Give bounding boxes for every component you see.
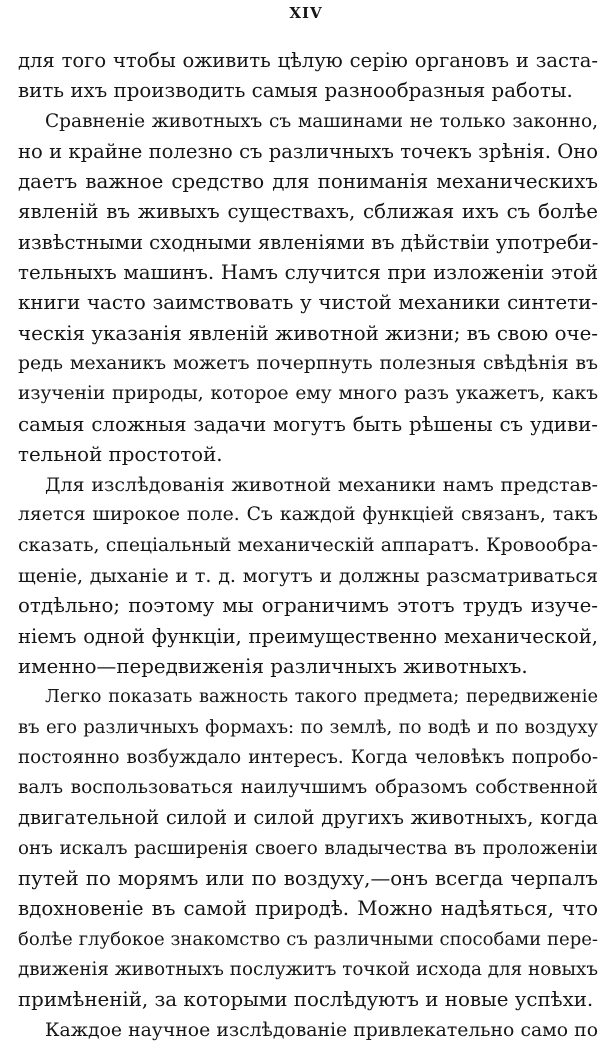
body-text [18,46,598,1046]
text-line: вить ихъ производить самыя разнообразныя работы. [18,79,573,103]
text-line: болѣе глубокое знакомство съ различными способами пере- [18,928,598,950]
text-line: тельной простотой. [18,442,223,466]
text-line: тельныхъ машинъ. Намъ случится при изложеніи этой [18,261,598,285]
text-line: Сравненіе животныхъ съ машинами не только законно, [45,110,598,132]
text-line: ческія указанія явленій животной жизни; въ свою оче- [18,321,598,345]
text-line: явленій въ живыхъ существахъ, сближая ихъ съ болѣе [18,200,598,224]
text-line: сказать, спеціальный механическій аппаратъ. Кровообра- [18,534,598,556]
page-number: XIV [289,4,323,22]
text-line: самыя сложныя задачи могутъ быть рѣшены съ удиви- [18,412,598,436]
text-line: изученіи природы, которое ему много разъ укажетъ, какъ [18,383,598,405]
text-line: ляется широкое поле. Съ каждой функціей связанъ, такъ [18,504,598,526]
text-line: примѣненій, за которыми послѣдуютъ и новые успѣхи. [18,988,594,1012]
text-line: ніемъ одной функціи, преимущественно механической, [18,624,598,648]
text-line: отдѣльно; поэтому мы ограничимъ этотъ трудъ изуче- [18,594,598,618]
text-line: движенія животныхъ послужитъ точкой исхода для новыхъ [18,958,598,980]
text-line: валъ воспользоваться наилучшимъ образомъ собственной [18,777,598,799]
text-line: редь механикъ можетъ почерпнуть полезныя свѣдѣнія въ [18,352,598,374]
text-line: двигательной силой и силой другихъ животныхъ, когда [18,806,598,830]
text-line: постоянно возбуждало интересъ. Когда человѣкъ попробо- [18,746,598,768]
text-line: щеніе, дыханіе и т. д. могутъ и должны разсматриваться [18,565,598,588]
text-line: Легко показать важность такого предмета; передвиженіе [45,686,598,708]
text-line: въ его различныхъ формахъ: по землѣ, по водѣ и по воздуху [18,716,598,738]
text-line: для того чтобы оживить цѣлую серію органовъ и заста- [18,49,598,72]
text-line: путей по морямъ или по воздуху,—онъ всегда черпалъ [18,867,598,891]
text-line: но и крайне полезно съ различныхъ точекъ зрѣнія. Оно [18,139,598,163]
text-line: извѣстными сходными явленіями въ дѣйствіи употреби- [18,230,599,254]
text-line: Для изслѣдованія животной механики намъ представ- [45,474,598,497]
text-line: книги часто заимствовать у чистой механики синтети- [18,291,598,315]
text-line: Каждое научное изслѣдованіе привлекательно само по [45,1019,598,1041]
text-line: именно—передвиженія различныхъ животныхъ. [18,654,528,678]
text-line: даетъ важное средство для пониманія механическихъ [18,170,598,194]
text-line: вдохновеніе въ самой природѣ. Можно надѣяться, что [18,897,598,921]
text-line: онъ искалъ расширенія своего владычества въ проложеніи [18,837,598,859]
